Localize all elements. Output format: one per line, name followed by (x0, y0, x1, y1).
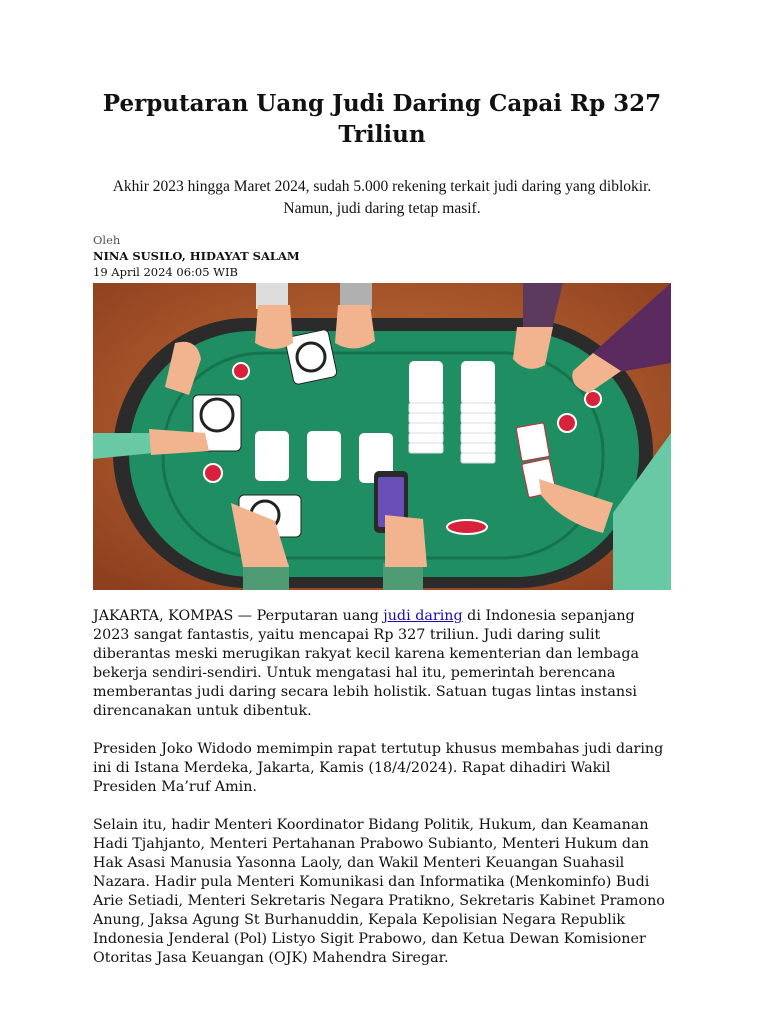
card-column-1 (409, 361, 443, 453)
judi-daring-link[interactable]: judi daring (383, 608, 463, 624)
table-cards-row (255, 431, 393, 483)
arm-bottom-center (383, 563, 423, 590)
hand-top-right (335, 305, 375, 349)
paragraph-3: Selain itu, hadir Menteri Koordinator Bidang Politik, Hukum, dan Keamanan Hadi Tjahjanto, Menteri Pertahanan Prabowo Subianto, Menteri Hukum dan Hak Asasi Manusia Yasonna Laoly, dan Wakil Menteri Keuangan Suahasil Nazara. Hadir pula Menteri Komunikasi dan Informatika (Menkominfo) Budi Arie Setiadi, Menteri Sekretaris Negara Pratikno, Sekretaris Kabinet Pramono Anung, Jaksa Agung St Burhanuddin, Kepala Kepolisian Negara Republik Indonesia Jenderal (Pol) Listyo Sigit Prabowo, dan Ketua Dewan Komisioner Otoritas Jasa Keuangan (OJK) Mahendra Siregar. (93, 817, 665, 966)
hand-bottom-center (385, 515, 427, 567)
paragraph-1-end: di Indonesia sepanjang 2023 sangat fantastis, yaitu mencapai Rp 327 triliun. Judi daring sulit diberantas meski merugikan rakyat kecil karena kementerian dan lembaga bekerja sendiri-sendiri. Untuk mengatasi hal itu, pemerintah berencana memberantas judi daring secara lebih holistik. Satuan tugas lintas instansi direncanakan untuk dibentuk. (93, 608, 640, 719)
hand-top-left (255, 305, 293, 349)
article-body (93, 607, 671, 968)
byline-label: Oleh (93, 233, 121, 247)
article-title: Perputaran Uang Judi Daring Capai Rp 327 Triliun (102, 90, 662, 148)
byline (93, 232, 671, 280)
chip-3 (447, 520, 487, 534)
chip-5 (585, 391, 601, 407)
ticket-1 (516, 423, 549, 461)
chip-1 (233, 363, 249, 379)
paragraph-1-start: JAKARTA, KOMPAS — Perputaran uang (93, 608, 384, 624)
article-lede: Akhir 2023 hingga Maret 2024, sudah 5.000 rekening terkait judi daring yang diblokir. Namun, judi daring tetap masif. (112, 178, 652, 217)
publish-date: 19 April 2024 06:05 WIB (93, 265, 238, 279)
gambling-table-illustration (93, 283, 671, 590)
card-column-2 (461, 361, 495, 463)
article (93, 88, 671, 987)
hand-left-mid (149, 429, 209, 455)
byline-authors: NINA SUSILO, HIDAYAT SALAM (93, 249, 300, 263)
arm-bottom-left (243, 563, 289, 590)
paragraph-1 (93, 607, 671, 721)
chip-4 (558, 414, 576, 432)
chip-2 (204, 464, 222, 482)
paragraph-2: Presiden Joko Widodo memimpin rapat tertutup khusus membahas judi daring ini di Istana Merdeka, Jakarta, Kamis (18/4/2024). Rapat dihadiri Wakil Presiden Ma’ruf Amin. (93, 741, 664, 795)
